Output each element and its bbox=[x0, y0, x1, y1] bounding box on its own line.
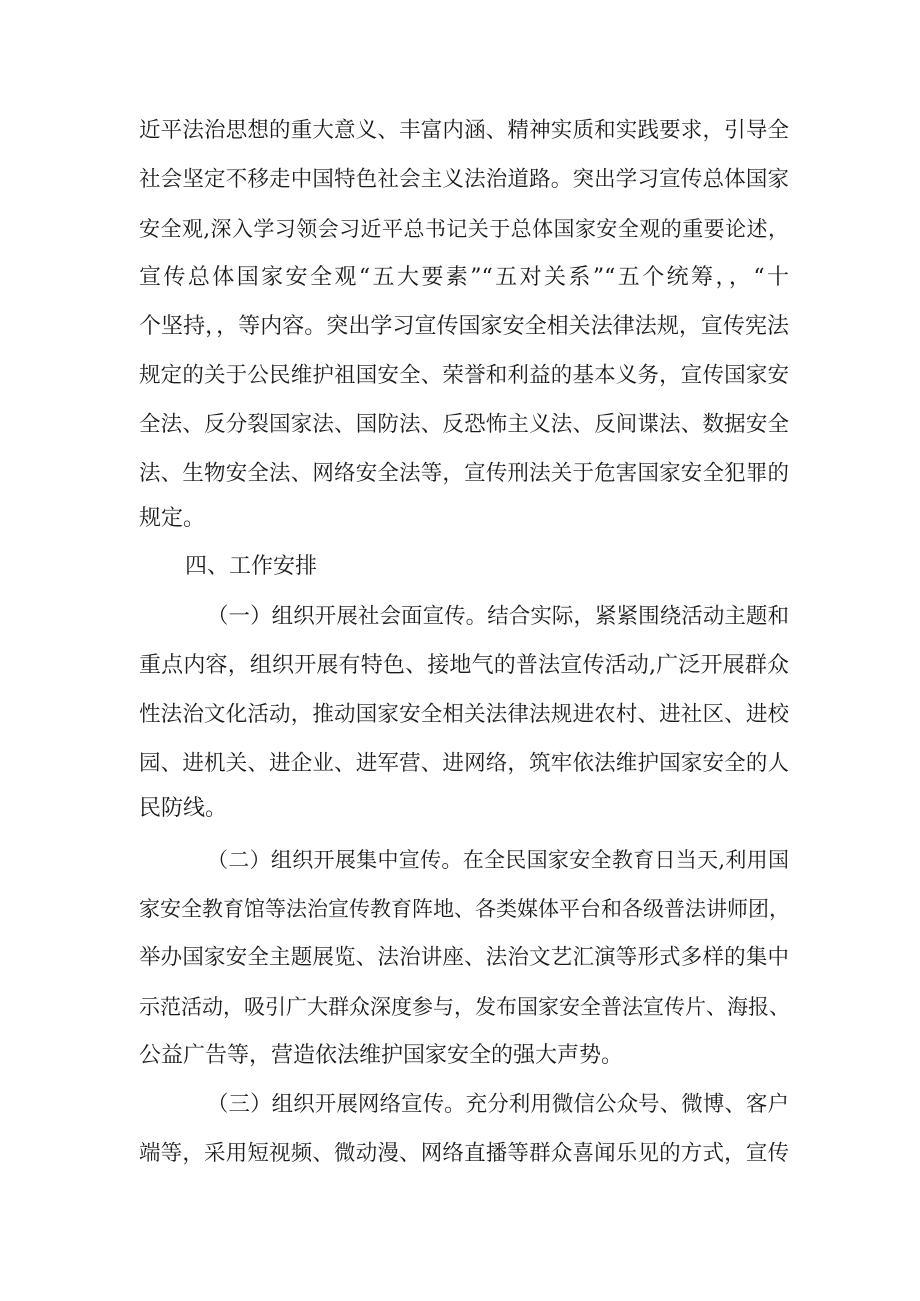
body-text-line: 重点内容，组织开展有特色、接地气的普法宣传活动,广泛开展群众 bbox=[139, 653, 789, 678]
body-text-line: 全法、反分裂国家法、国防法、反恐怖主义法、反间谍法、数据安全 bbox=[139, 412, 789, 437]
paragraph-first-line: （三）组织开展网络宣传。充分利用微信公众号、微博、客户 bbox=[207, 1092, 789, 1117]
body-text-line: 公益广告等，营造依法维护国家安全的强大声势。 bbox=[139, 1043, 624, 1068]
section-heading: 四、工作安排 bbox=[185, 554, 318, 579]
body-text-line: 个坚持，，等内容。突出学习宣传国家安全相关法律法规，宣传宪法 bbox=[139, 314, 789, 339]
body-text-line: 法、生物安全法、网络安全法等，宣传刑法关于危害国家安全犯罪的 bbox=[139, 461, 789, 486]
body-text-line: 家安全教育馆等法治宣传教育阵地、各类媒体平台和各级普法讲师团， bbox=[139, 897, 790, 921]
body-text-line: 民防线。 bbox=[139, 796, 228, 821]
paragraph-first-line: （二）组织开展集中宣传。在全民国家安全教育日当天,利用国 bbox=[207, 848, 789, 872]
body-text-line: 社会坚定不移走中国特色社会主义法治道路。突出学习宣传总体国家 bbox=[139, 167, 789, 192]
body-text-line: 举办国家安全主题展览、法治讲座、法治文艺汇演等形式多样的集中 bbox=[139, 945, 789, 970]
body-text-line: 性法治文化活动，推动国家安全相关法律法规进农村、进社区、进校 bbox=[139, 702, 789, 727]
body-text-line: 规定的关于公民维护祖国安全、荣誉和利益的基本义务，宣传国家安 bbox=[139, 363, 789, 388]
body-text-line: 园、进机关、进企业、进军营、进网络，筑牢依法维护国家安全的人 bbox=[139, 751, 789, 776]
body-text-line: 示范活动，吸引广大群众深度参与，发布国家安全普法宣传片、海报、 bbox=[139, 995, 790, 1019]
paragraph-first-line: （一）组织开展社会面宣传。结合实际，紧紧围绕活动主题和 bbox=[207, 604, 789, 629]
body-text-line: 安全观,深入学习领会习近平总书记关于总体国家安全观的重要论述， bbox=[139, 217, 789, 241]
body-text-line: 端等，采用短视频、微动漫、网络直播等群众喜闻乐见的方式，宣传 bbox=[139, 1141, 789, 1166]
body-text-line: 宣传总体国家安全观“五大要素”“五对关系”“五个统筹，，“十 bbox=[139, 265, 789, 290]
body-text-line: 近平法治思想的重大意义、丰富内涵、精神实质和实践要求，引导全 bbox=[139, 118, 789, 143]
body-text-line: 规定。 bbox=[139, 506, 206, 531]
